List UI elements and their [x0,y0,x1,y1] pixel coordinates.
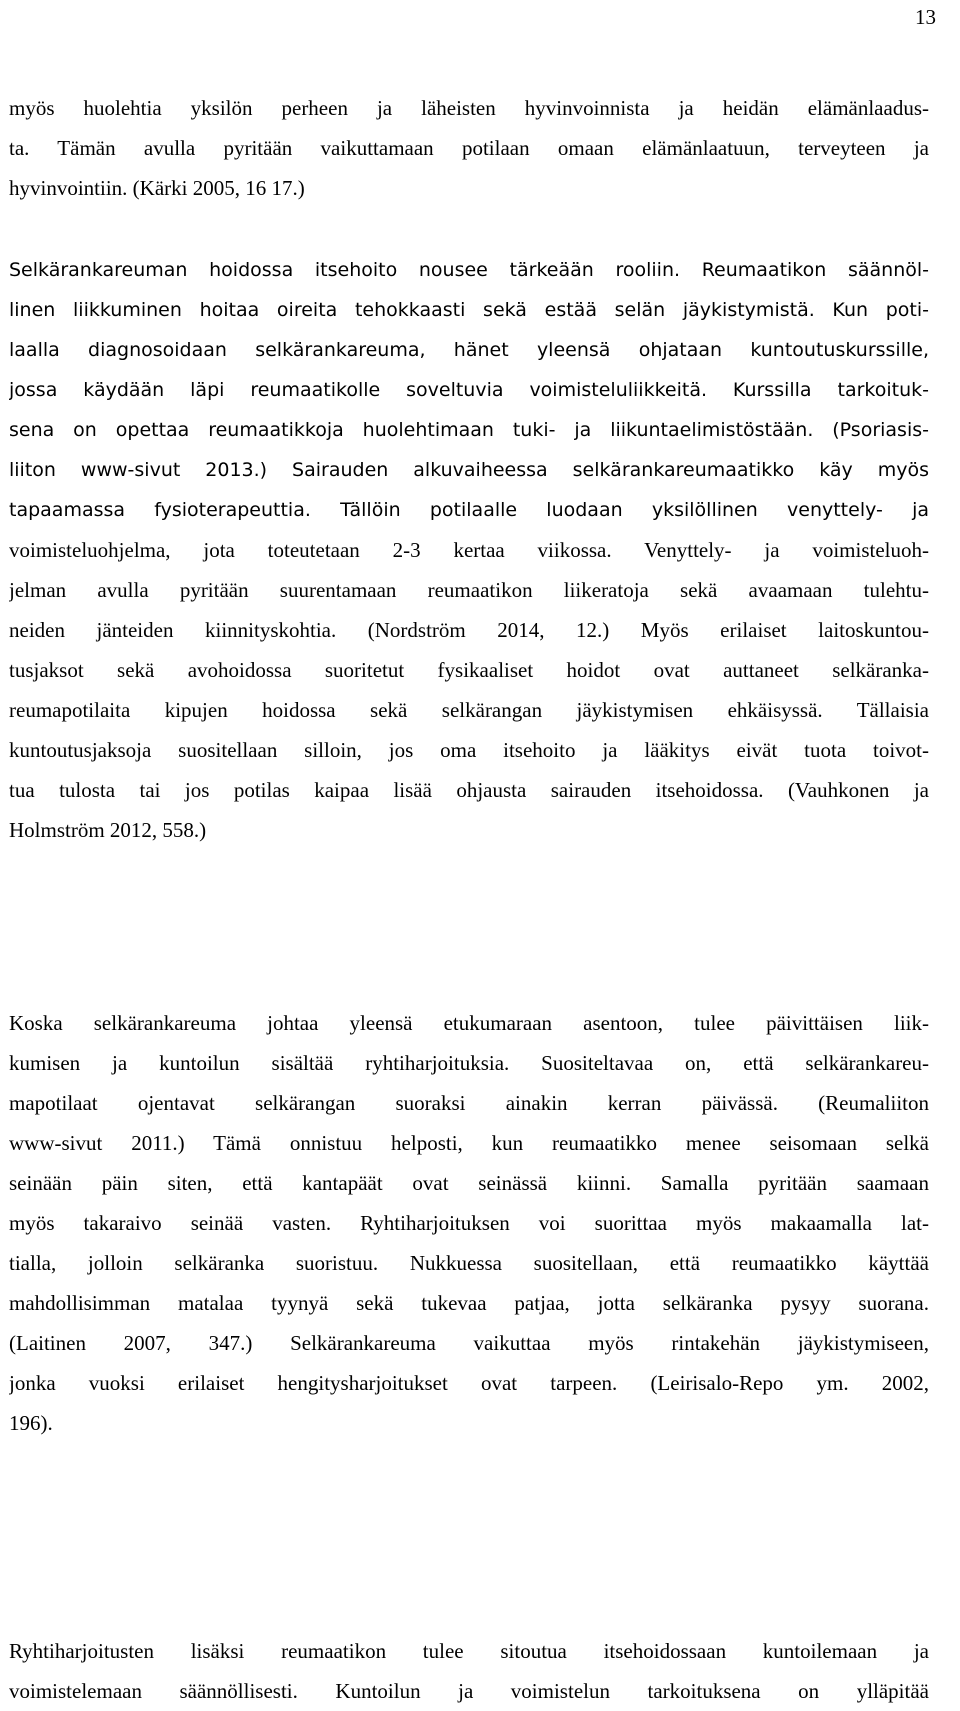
text-line: kumisen ja kuntoilun sisältää ryhtiharjoituksia. Suositeltavaa on, että selkärankareu- [9,1051,929,1075]
text-line: 196). [9,1411,53,1435]
text-line: jonka vuoksi erilaiset hengitysharjoitukset ovat tarpeen. (Leirisalo-Repo ym. 2002, [9,1371,929,1395]
text-line: myös takaraivo seinää vasten. Ryhtiharjoituksen voi suorittaa myös makaamalla lat- [9,1211,929,1235]
text-line: voimistelemaan säännöllisesti. Kuntoilun ja voimistelun tarkoituksena on ylläpitää [9,1679,929,1703]
text-line: Koska selkärankareuma johtaa yleensä etukumaraan asentoon, tulee päivittäisen liik- [9,1011,929,1035]
text-line: liiton www-sivut 2013.) Sairauden alkuvaiheessa selkärankareumaatikko käy myös [9,459,929,481]
text-line: kuntoutusjaksoja suositellaan silloin, jos oma itsehoito ja lääkitys eivät tuota toivot- [9,738,929,762]
text-line: ta. Tämän avulla pyritään vaikuttamaan potilaan omaan elämänlaatuun, terveyteen ja [9,136,929,160]
text-line: voimisteluohjelma, jota toteutetaan 2-3 kertaa viikossa. Venyttely- ja voimisteluoh- [9,538,929,562]
text-line: jossa käydään läpi reumaatikolle soveltuvia voimisteluliikkeitä. Kurssilla tarkoituk- [9,379,929,401]
text-line: Ryhtiharjoitusten lisäksi reumaatikon tulee sitoutua itsehoidossaan kuntoilemaan ja [9,1639,929,1663]
page-number: 13 [915,5,936,29]
text-line: Holmström 2012, 558.) [9,818,207,842]
text-line: jelman avulla pyritään suurentamaan reumaatikon liikeratoja sekä avaamaan tulehtu- [9,578,929,602]
text-line: tialla, jolloin selkäranka suoristuu. Nukkuessa suositellaan, että reumaatikko käyttää [9,1251,929,1275]
text-line: linen liikkuminen hoitaa oireita tehokkaasti sekä estää selän jäykistymistä. Kun poti- [9,299,929,321]
text-line: (Laitinen 2007, 347.) Selkärankareuma vaikuttaa myös rintakehän jäykistymiseen, [9,1331,929,1355]
text-line: seinään päin siten, että kantapäät ovat seinässä kiinni. Samalla pyritään saamaan [9,1171,929,1195]
text-line: mahdollisimman matalaa tyynyä sekä tukevaa patjaa, jotta selkäranka pysyy suorana. [9,1291,929,1315]
text-line: tapaamassa fysioterapeuttia. Tällöin potilaalle luodaan yksilöllinen venyttely- ja [9,499,929,521]
text-line: tusjaksot sekä avohoidossa suoritetut fysikaaliset hoidot ovat auttaneet selkärankа- [9,658,929,682]
paragraph-1 [9,88,929,208]
text-line: laalla diagnosoidaan selkärankareuma, hänet yleensä ohjataan kuntoutuskurssille, [9,339,929,361]
text-line: tua tulosta tai jos potilas kaipaa lisää ohjausta sairauden itsehoidossa. (Vauhkonen ja [9,778,929,802]
text-line: reumapotilaita kipujen hoidossa sekä selkärangan jäykistymisen ehkäisyssä. Tällaisia [9,698,929,722]
text-line: neiden jänteiden kiinnityskohtia. (Nordström 2014, 12.) Myös erilaiset laitoskuntou- [9,618,929,642]
text-line: www-sivut 2011.) Tämä onnistuu helposti, kun reumaatikko menee seisomaan selkä [9,1131,929,1155]
text-line: sena on opettaa reumaatikkoja huolehtimaan tuki- ja liikuntaelimistöstään. (Psoriasis- [9,419,929,441]
text-line: hyvinvointiin. (Kärki 2005, 16 17.) [9,176,305,200]
paragraph-4 [9,1631,929,1711]
paragraph-2 [9,250,929,850]
text-line: mapotilaat ojentavat selkärangan suoraksi ainakin kerran päivässä. (Reumaliiton [9,1091,929,1115]
paragraph-3 [9,1003,929,1443]
text-line: myös huolehtia yksilön perheen ja läheisten hyvinvoinnista ja heidän elämänlaadus- [9,96,929,120]
text-line: Selkärankareuman hoidossa itsehoito nousee tärkeään rooliin. Reumaatikon säännöl- [9,259,929,281]
